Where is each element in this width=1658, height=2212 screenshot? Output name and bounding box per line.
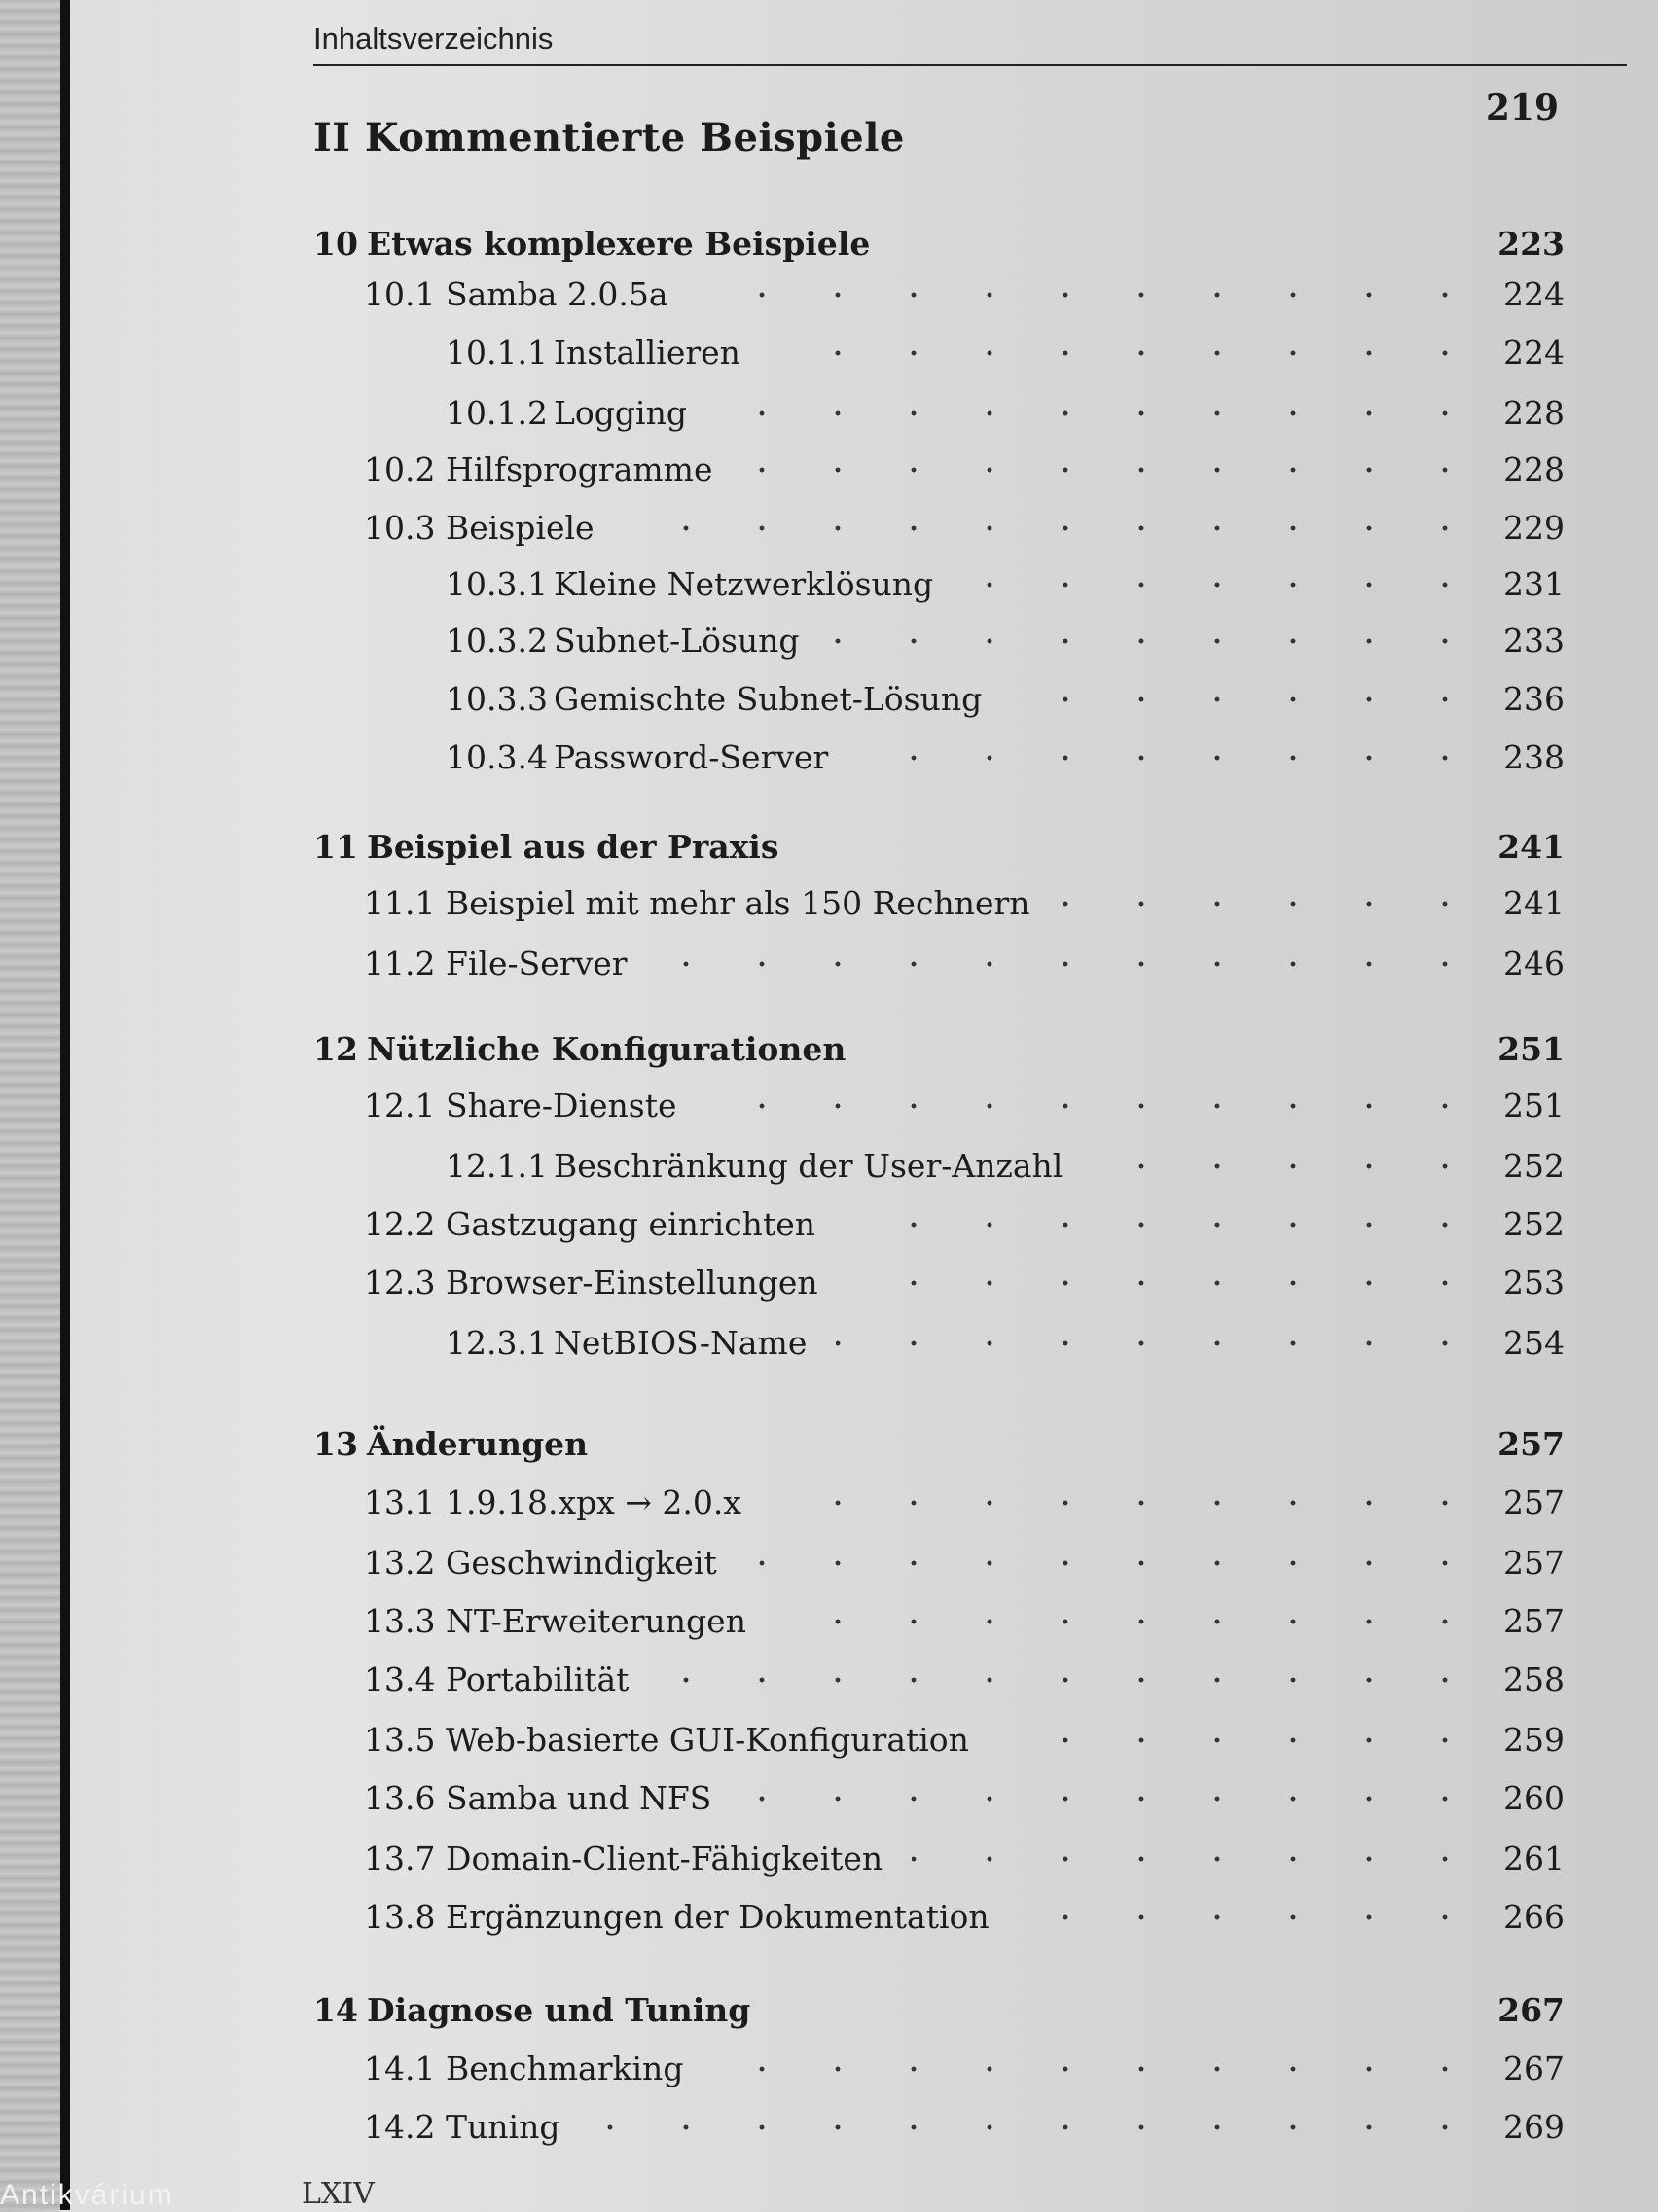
toc-entry-number: 10.3.4 (446, 738, 548, 776)
toc-entry-number: 11.1 (364, 884, 436, 922)
toc-leader-dots (624, 506, 1483, 551)
toc-entry-title: Subnet-Lösung (554, 622, 800, 660)
toc-entry (70, 1202, 1658, 1247)
toc-leader-dots (742, 447, 1483, 492)
toc-entry-number: 10.3 (364, 509, 436, 547)
toc-entry-page: 231 (1503, 565, 1565, 603)
toc-entry-page: 228 (1503, 394, 1565, 432)
toc-leader-dots (771, 1481, 1483, 1525)
toc-entry (70, 677, 1658, 722)
toc-entry-title: Beispiel aus der Praxis (367, 828, 779, 866)
part-title: II Kommentierte Beispiele (313, 115, 905, 161)
toc-entry-number: 11.2 (364, 945, 436, 982)
toc-entry-number: 10.3.1 (446, 565, 548, 603)
toc-entry (70, 1658, 1658, 1702)
toc-leader-dots (1060, 881, 1483, 926)
toc-entry-title: Tuning (446, 2108, 560, 2146)
toc-entry-number: 12.3 (364, 1264, 436, 1302)
toc-leader-dots (1092, 1144, 1483, 1189)
toc-entry-page: 224 (1503, 334, 1565, 372)
toc-entry-page: 259 (1503, 1721, 1565, 1759)
toc-entry-number: 13.1 (364, 1483, 436, 1521)
toc-leader-dots (658, 1658, 1483, 1702)
toc-entry (70, 1321, 1658, 1366)
toc-entry-title: Password-Server (554, 738, 829, 776)
toc-entry (70, 1541, 1658, 1586)
toc-leader-dots (770, 331, 1483, 375)
toc-entry-number: 10.1.2 (446, 394, 548, 432)
toc-entry-number: 13.6 (364, 1779, 436, 1817)
toc-entry (70, 825, 1658, 870)
toc-entry (70, 1422, 1658, 1467)
toc-entry (70, 1481, 1658, 1525)
toc-entry (70, 942, 1658, 986)
toc-entry (70, 1599, 1658, 1644)
toc-leader-dots (857, 735, 1483, 780)
toc-entry-page: 251 (1497, 1030, 1565, 1068)
toc-entry (70, 1261, 1658, 1305)
toc-entry-title: Samba und NFS (446, 1779, 712, 1817)
toc-entry (70, 881, 1658, 926)
toc-entry-title: Installieren (554, 334, 740, 372)
toc-entry-number: 13 (313, 1425, 358, 1463)
toc-entry-number: 12.3.1 (446, 1324, 548, 1362)
toc-entry (70, 331, 1658, 375)
toc-entry-page: 253 (1503, 1264, 1565, 1302)
toc-entry-title: Domain-Client-Fähigkeiten (446, 1839, 883, 1877)
toc-entry (70, 619, 1658, 663)
toc-entry-page: 246 (1503, 945, 1565, 982)
toc-leader-dots (962, 562, 1483, 607)
toc-entry-number: 14.1 (364, 2050, 436, 2087)
toc-entry-page: 257 (1503, 1602, 1565, 1640)
toc-leader-dots (847, 1261, 1483, 1305)
toc-entry (70, 391, 1658, 436)
toc-entry (70, 1988, 1658, 2033)
toc-entry-page: 257 (1497, 1425, 1565, 1463)
toc-entry-title: Benchmarking (446, 2050, 684, 2087)
toc-entry-number: 12 (313, 1030, 358, 1068)
toc-entry-page: 257 (1503, 1483, 1565, 1521)
toc-entry-title: Gastzugang einrichten (446, 1205, 815, 1243)
toc-entry-title: Share-Dienste (446, 1087, 677, 1124)
footer-watermark: Antikvárium (0, 2179, 174, 2211)
toc-entry-page: 258 (1503, 1660, 1565, 1698)
toc-page (70, 0, 1658, 2210)
toc-leader-dots (706, 1084, 1483, 1128)
toc-leader-dots (740, 1776, 1483, 1821)
toc-entry-number: 13.3 (364, 1602, 436, 1640)
toc-entry-page: 236 (1503, 680, 1565, 718)
toc-entry-number: 13.2 (364, 1544, 436, 1582)
toc-entry-number: 10.1 (364, 275, 436, 313)
toc-entry-page: 233 (1503, 622, 1565, 660)
toc-entry-number: 12.2 (364, 1205, 436, 1243)
toc-entry-title: 1.9.18.xpx → 2.0.x (446, 1483, 742, 1521)
toc-entry-title: Ergänzungen der Dokumentation (446, 1898, 990, 1936)
toc-entry-number: 13.8 (364, 1898, 436, 1936)
toc-entry-title: Geschwindigkeit (446, 1544, 717, 1582)
binding-edge (60, 0, 70, 2210)
toc-entry-title: Beispiele (446, 509, 595, 547)
toc-entry (70, 735, 1658, 780)
running-head: Inhaltsverzeichnis (313, 21, 554, 55)
toc-entry (70, 1084, 1658, 1128)
toc-leader-dots (1019, 1895, 1483, 1940)
toc-entry-title: Gemischte Subnet-Lösung (554, 680, 983, 718)
toc-entry-title: Kleine Netzwerklösung (554, 565, 934, 603)
toc-leader-dots (845, 1202, 1483, 1247)
toc-entry (70, 506, 1658, 551)
toc-leader-dots (1011, 677, 1483, 722)
toc-entry (70, 222, 1658, 267)
toc-entry-page: 267 (1503, 2050, 1565, 2087)
toc-entry-page: 261 (1503, 1839, 1565, 1877)
toc-entry-page: 223 (1497, 225, 1565, 263)
toc-entry-title: Änderungen (367, 1425, 589, 1463)
toc-leader-dots (589, 2105, 1483, 2150)
toc-entry-page: 260 (1503, 1779, 1565, 1817)
toc-leader-dots (836, 1321, 1483, 1366)
toc-entry (70, 1837, 1658, 1881)
part-page-number: 219 (1485, 88, 1559, 128)
book-binding (0, 0, 68, 2210)
toc-entry-number: 11 (313, 828, 358, 866)
toc-entry-number: 10.3.2 (446, 622, 548, 660)
toc-entry-page: 251 (1503, 1087, 1565, 1124)
toc-entry-title: Logging (554, 394, 687, 432)
toc-entry-page: 238 (1503, 738, 1565, 776)
toc-leader-dots (829, 619, 1483, 663)
toc-entry (70, 1027, 1658, 1072)
toc-entry (70, 562, 1658, 607)
toc-entry-title: Web-basierte GUI-Konfiguration (446, 1721, 969, 1759)
toc-entry-number: 10.3.3 (446, 680, 548, 718)
toc-entry-title: NT-Erweiterungen (446, 1602, 746, 1640)
toc-entry (70, 2047, 1658, 2091)
toc-entry-title: NetBIOS-Name (554, 1324, 808, 1362)
toc-leader-dots (698, 272, 1483, 317)
toc-leader-dots (998, 1718, 1483, 1763)
toc-entry-title: Nützliche Konfigurationen (367, 1030, 847, 1068)
toc-entry (70, 1895, 1658, 1940)
toc-entry-title: Etwas komplexere Beispiele (367, 225, 871, 263)
toc-entry-page: 266 (1503, 1898, 1565, 1936)
toc-entry-title: Beschränkung der User-Anzahl (554, 1147, 1063, 1185)
toc-entry (70, 272, 1658, 317)
toc-entry-page: 254 (1503, 1324, 1565, 1362)
toc-entry-page: 267 (1497, 1991, 1565, 2029)
toc-entry-number: 13.4 (364, 1660, 436, 1698)
toc-entry-title: Diagnose und Tuning (367, 1991, 751, 2029)
toc-leader-dots (712, 2047, 1483, 2091)
toc-entry-page: 229 (1503, 509, 1565, 547)
toc-entry-title: Samba 2.0.5a (446, 275, 668, 313)
toc-entry-title: Beispiel mit mehr als 150 Rechnern (446, 884, 1030, 922)
toc-entry-number: 14.2 (364, 2108, 436, 2146)
toc-leader-dots (657, 942, 1483, 986)
toc-entry-page: 241 (1497, 828, 1565, 866)
toc-entry-page: 257 (1503, 1544, 1565, 1582)
footer-folio: LXIV (302, 2177, 375, 2211)
toc-entry (70, 1144, 1658, 1189)
toc-entry-page: 241 (1503, 884, 1565, 922)
toc-entry-number: 12.1 (364, 1087, 436, 1124)
toc-entry-page: 269 (1503, 2108, 1565, 2146)
toc-entry-number: 13.5 (364, 1721, 436, 1759)
toc-entry-page: 252 (1503, 1205, 1565, 1243)
toc-entry (70, 1776, 1658, 1821)
toc-entry-page: 252 (1503, 1147, 1565, 1185)
toc-entry (70, 447, 1658, 492)
header-rule (313, 64, 1627, 66)
toc-leader-dots (775, 1599, 1483, 1644)
toc-leader-dots (716, 391, 1483, 436)
toc-entry-page: 228 (1503, 450, 1565, 488)
toc-entry-number: 10.1.1 (446, 334, 548, 372)
toc-leader-dots (912, 1837, 1483, 1881)
toc-entry-number: 10 (313, 225, 358, 263)
toc-entry-number: 14 (313, 1991, 358, 2029)
toc-entry-page: 224 (1503, 275, 1565, 313)
toc-leader-dots (746, 1541, 1483, 1586)
toc-entry-number: 10.2 (364, 450, 436, 488)
toc-entry-number: 12.1.1 (446, 1147, 548, 1185)
toc-entry-number: 13.7 (364, 1839, 436, 1877)
toc-entry (70, 2105, 1658, 2150)
toc-entry-title: Hilfsprogramme (446, 450, 713, 488)
toc-entry (70, 1718, 1658, 1763)
toc-entry-title: File-Server (446, 945, 628, 982)
toc-entry-title: Portabilität (446, 1660, 630, 1698)
toc-entry-title: Browser-Einstellungen (446, 1264, 818, 1302)
